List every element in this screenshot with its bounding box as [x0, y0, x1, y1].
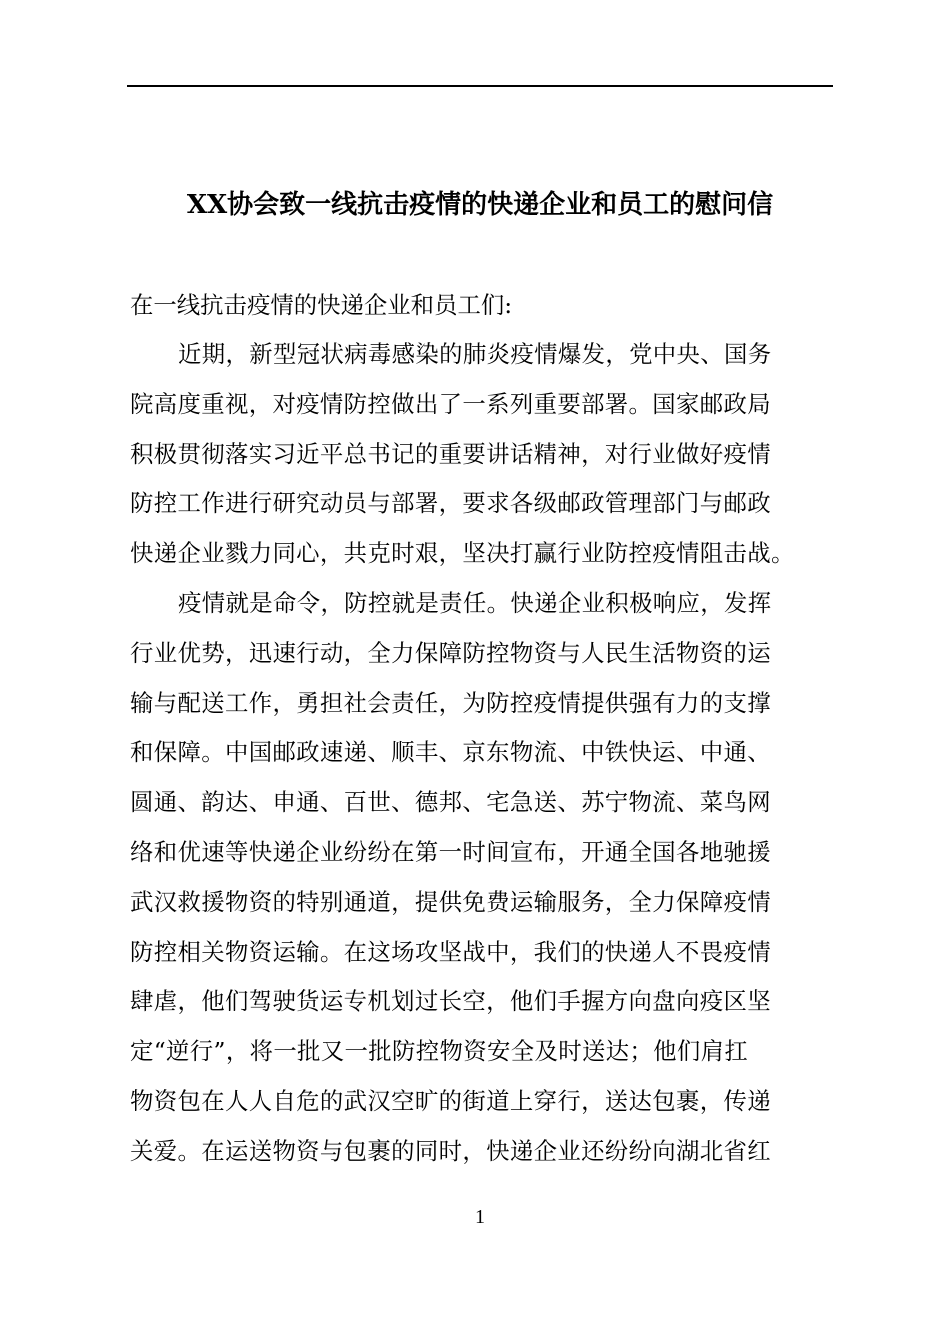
document-body [130, 330, 836, 1177]
body-line: 定“逆行”，将一批又一批防控物资安全及时送达；他们肩扛 [130, 1037, 749, 1066]
document-title: XX协会致一线抗击疫情的快递企业和员工的慰问信 [186, 190, 774, 220]
body-line: 近期，新型冠状病毒感染的肺炎疫情爆发，党中央、国务 [178, 340, 772, 368]
header-rule [127, 85, 833, 87]
page-number: 1 [475, 1206, 485, 1228]
body-line: 疫情就是命令，防控就是责任。快递企业积极响应，发挥 [178, 588, 772, 617]
body-line: 武汉救援物资的特别通道，提供免费运输服务，全力保障疫情 [130, 887, 771, 916]
body-line: 络和优速等快递企业纷纷在第一时间宣布，开通全国各地驰援 [130, 837, 771, 866]
body-line: 积极贯彻落实习近平总书记的重要讲话精神，对行业做好疫情 [130, 439, 771, 468]
body-line: 输与配送工作，勇担社会责任，为防控疫情提供强有力的支撑 [130, 688, 771, 717]
salutation: 在一线抗击疫情的快递企业和员工们: [130, 291, 513, 319]
body-line: 圆通、韵达、申通、百世、德邦、宅急送、苏宁物流、菜鸟网 [130, 788, 771, 817]
body-line: 肆虐，他们驾驶货运专机划过长空，他们手握方向盘向疫区坚 [130, 987, 771, 1016]
body-line: 院高度重视，对疫情防控做出了一系列重要部署。国家邮政局 [130, 389, 771, 418]
body-line: 和保障。中国邮政速递、顺丰、京东物流、中铁快运、中通、 [130, 738, 771, 767]
body-line: 防控工作进行研究动员与部署，要求各级邮政管理部门与邮政 [130, 489, 771, 518]
body-line: 关爱。在运送物资与包裹的同时，快递企业还纷纷向湖北省红 [130, 1136, 771, 1165]
body-line: 行业优势，迅速行动，全力保障防控物资与人民生活物资的运 [130, 638, 771, 667]
body-line: 防控相关物资运输。在这场攻坚战中，我们的快递人不畏疫情 [130, 937, 771, 966]
body-line: 快递企业戮力同心，共克时艰，坚决打赢行业防控疫情阻击战。 [130, 539, 795, 568]
body-line: 物资包在人人自危的武汉空旷的街道上穿行，送达包裹，传递 [130, 1086, 771, 1115]
